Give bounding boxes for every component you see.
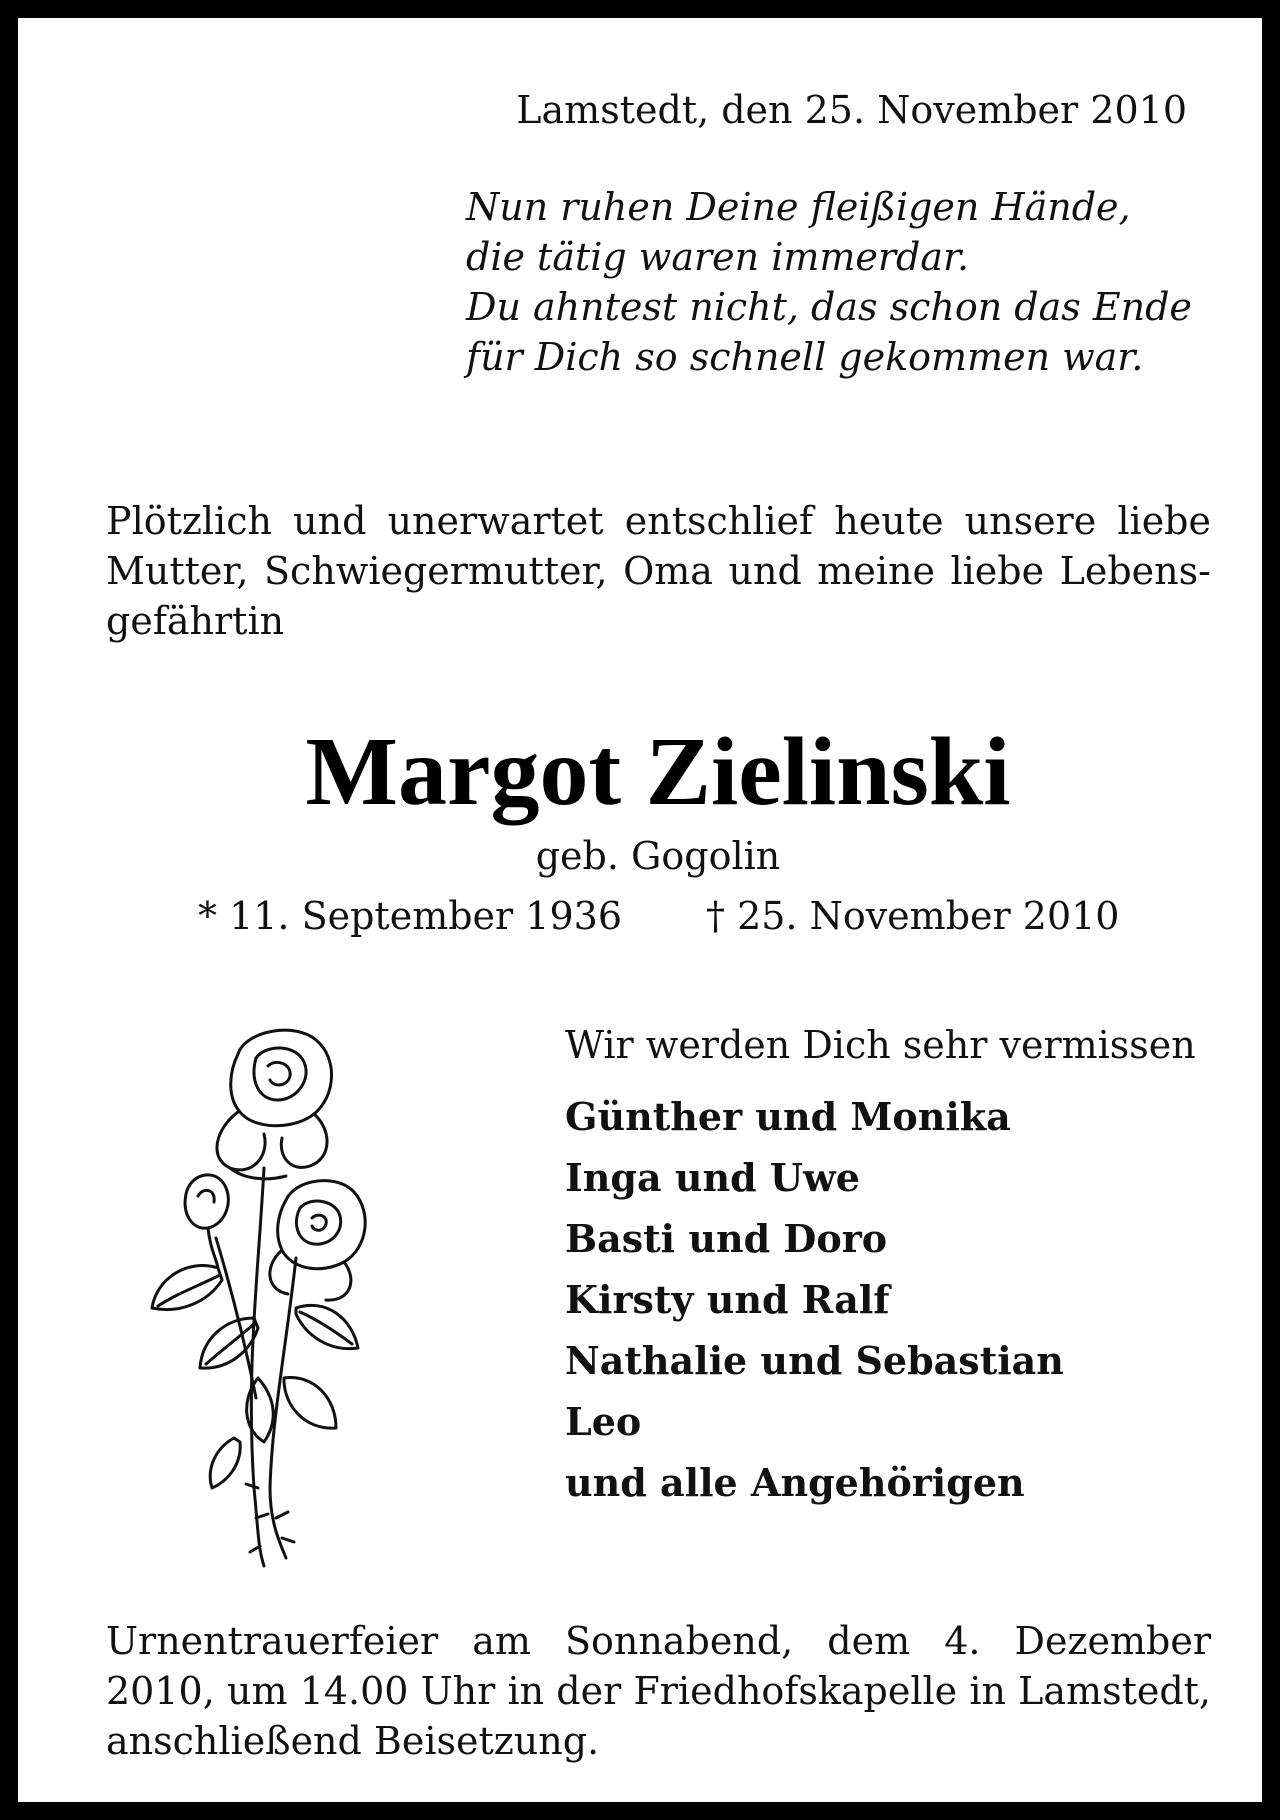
poem-line: Nun ruhen Deine fleißigen Hände, (466, 185, 1131, 229)
mourners-heading: Wir werden Dich sehr vermissen (565, 1023, 1196, 1067)
mourner-name: Kirsty und Ralf (565, 1277, 890, 1322)
service-details (106, 1616, 1211, 1766)
poem-line: für Dich so schnell gekommen war. (466, 335, 1144, 379)
rose-icon (146, 1018, 406, 1573)
mourner-name: Nathalie und Sebastian (565, 1338, 1064, 1383)
service-line: Urnentrauerfeier am Sonnabend, dem 4. Dezember (106, 1619, 1211, 1663)
poem (466, 182, 1226, 382)
announcement-line: Mutter, Schwiegermutter, Oma und meine liebe Lebens- (106, 549, 1211, 593)
birth-date: * 11. September 1936 (198, 894, 622, 938)
mourner-name: Inga und Uwe (565, 1155, 860, 1200)
announcement-line: Plötzlich und unerwartet entschlief heute unsere liebe (106, 499, 1211, 543)
death-date: † 25. November 2010 (706, 894, 1120, 938)
service-line: anschließend Beisetzung. (106, 1719, 600, 1763)
maiden-name: geb. Gogolin (535, 834, 781, 878)
mourner-name: Basti und Doro (565, 1216, 888, 1261)
mourners-list (565, 1086, 1064, 1513)
announcement-text (106, 496, 1211, 646)
mourner-name: Leo (565, 1399, 642, 1444)
mourner-name: und alle Angehörigen (565, 1460, 1025, 1505)
date-line: Lamstedt, den 25. November 2010 (516, 88, 1187, 132)
announcement-line: gefährtin (106, 599, 285, 643)
poem-line: Du ahntest nicht, das schon das Ende (466, 285, 1192, 329)
poem-line: die tätig waren immerdar. (466, 235, 970, 279)
deceased-name: Margot Zielinski (305, 718, 1011, 826)
mourner-name: Günther und Monika (565, 1094, 1011, 1139)
service-line: 2010, um 14.00 Uhr in der Friedhofskapelle in Lamstedt, (106, 1669, 1211, 1713)
